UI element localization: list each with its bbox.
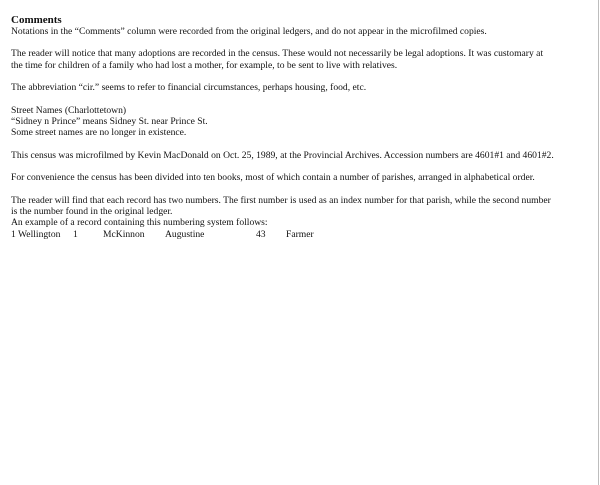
text-line: The reader will find that each record has two numbers. The first number is used as an index number for that parish, while the second number — [11, 194, 551, 206]
text-line: The reader will notice that many adoptions are recorded in the census. These would not necessarily be legal adoptions. It was customary at — [11, 48, 544, 60]
paragraph-numbering — [11, 195, 591, 229]
comments-section — [11, 14, 591, 241]
scan-edge — [598, 0, 599, 485]
record-occupation: Farmer — [286, 228, 314, 240]
paragraph-street-names — [11, 105, 591, 139]
paragraph-microfilm — [11, 150, 591, 161]
paragraph-comments-column — [11, 26, 591, 37]
text-line: For convenience the census has been divided into ten books, most of which contain a number of parishes, arranged in alphabetical order. — [11, 172, 535, 184]
text-line: the time for children of a family who had lost a mother, for example, to be sent to live with relatives. — [11, 59, 398, 71]
text-line: The abbreviation “cir.” seems to refer to financial circumstances, perhaps housing, food, etc. — [11, 82, 367, 94]
example-record — [11, 229, 591, 241]
text-line: Some street names are no longer in existence. — [11, 127, 187, 139]
text-line: “Sidney n Prince” means Sidney St. near Prince St. — [11, 116, 208, 128]
text-line: Notations in the “Comments” column were recorded from the original ledgers, and do not appear in the microfilmed copies. — [11, 26, 487, 37]
paragraph-abbreviation — [11, 82, 591, 93]
record-ledger-number: 1 — [73, 228, 78, 240]
text-line: Street Names (Charlottetown) — [11, 104, 127, 116]
paragraph-adoptions — [11, 48, 591, 71]
record-index-parish: 1 Wellington — [11, 228, 61, 240]
record-given-name: Augustine — [165, 228, 205, 240]
text-line: is the number found in the original ledger. — [11, 206, 173, 218]
record-age: 43 — [256, 228, 266, 240]
paragraph-books — [11, 172, 591, 183]
text-line: This census was microfilmed by Kevin MacDonald on Oct. 25, 1989, at the Provincial Archives. Accession numbers are 4601#1 and 4601#2. — [11, 149, 554, 161]
record-surname: McKinnon — [103, 228, 145, 240]
text-line: An example of a record containing this numbering system follows: — [11, 217, 268, 229]
section-heading: Comments — [11, 14, 62, 26]
